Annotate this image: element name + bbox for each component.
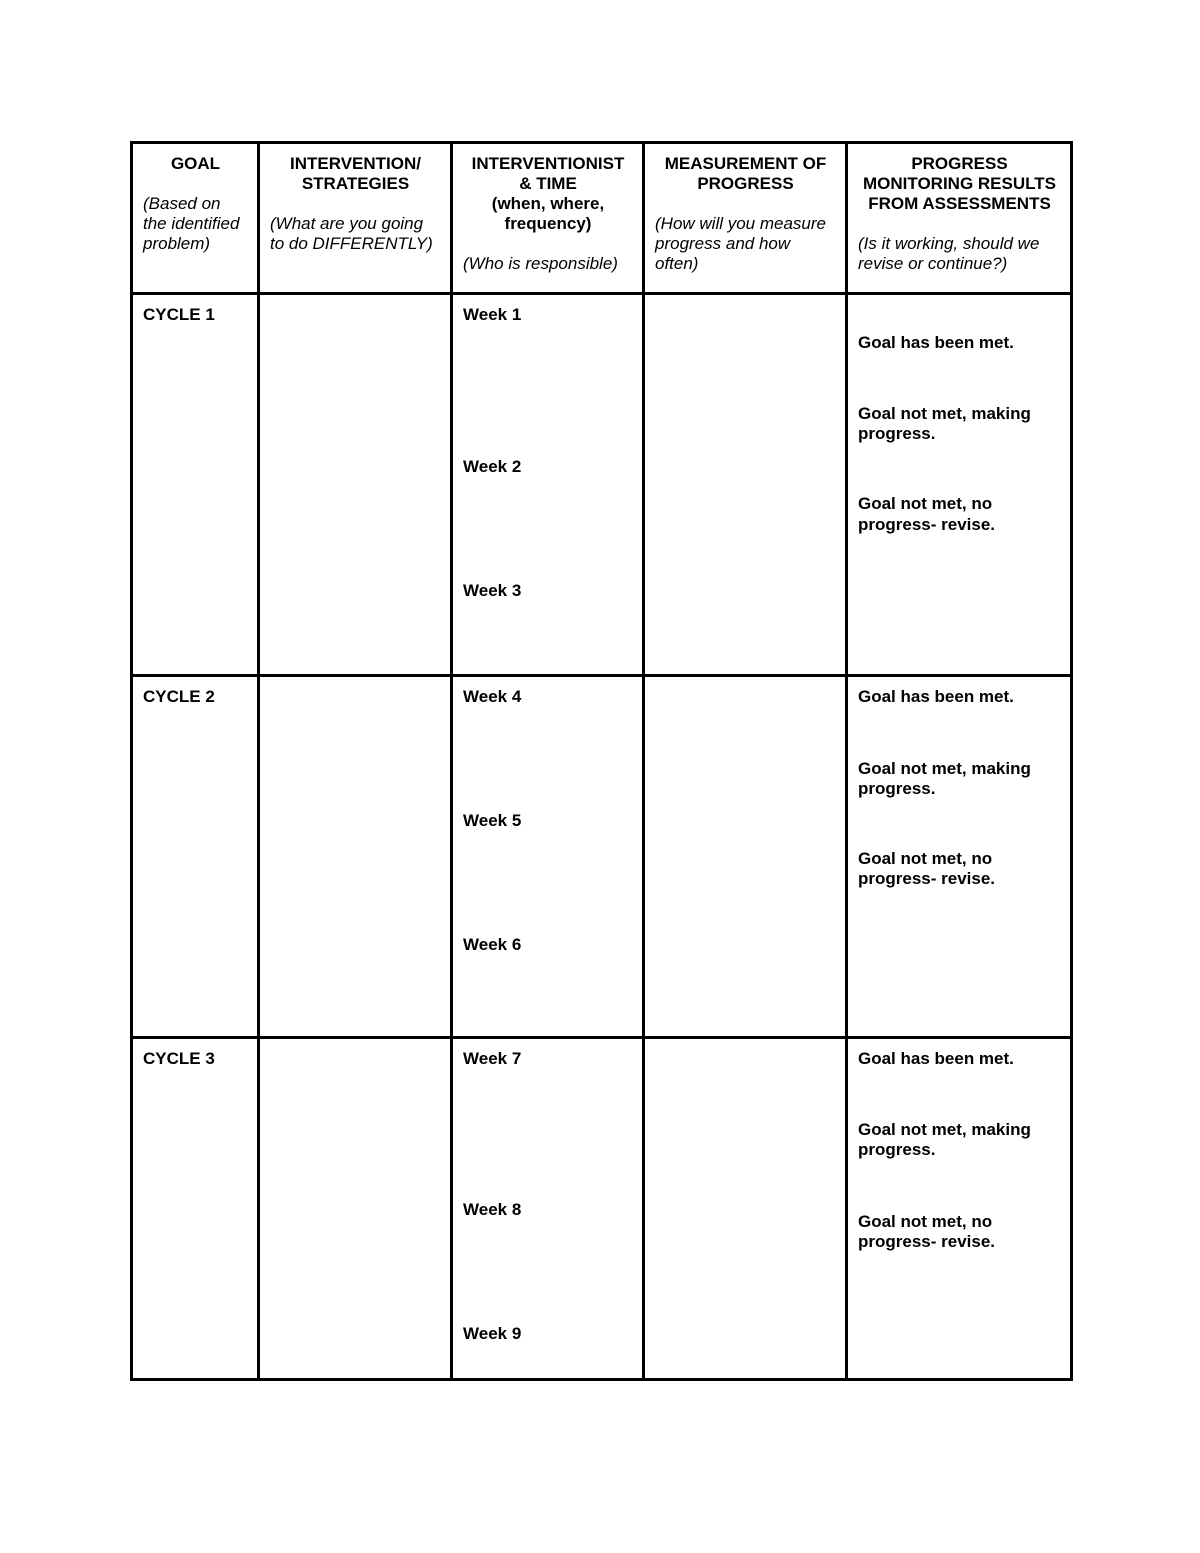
progress-header-note-2: revise or continue?)	[858, 254, 1008, 273]
cycle-row-2	[132, 676, 1072, 1038]
measurement-header-note-2: progress and how	[655, 234, 791, 253]
week-label: Week 5	[463, 811, 522, 830]
result-making-progress-2: progress.	[858, 1140, 936, 1159]
intervention-input-cell[interactable]	[259, 294, 452, 676]
intervention-input-cell[interactable]	[259, 1038, 452, 1380]
week-label: Week 1	[463, 305, 522, 324]
result-goal-met: Goal has been met.	[858, 1049, 1014, 1068]
intervention-header-title-1: INTERVENTION/	[290, 154, 421, 173]
week-label: Week 7	[463, 1049, 522, 1068]
header-row	[132, 143, 1072, 294]
goal-header-note-1: (Based on	[143, 194, 221, 213]
goal-header-cell	[132, 143, 259, 294]
goal-header-note-3: problem)	[143, 234, 211, 253]
result-making-progress-1: Goal not met, making	[858, 404, 1031, 423]
measurement-header-cell	[644, 143, 847, 294]
result-goal-met: Goal has been met.	[858, 333, 1014, 352]
cycle-label: CYCLE 1	[143, 305, 215, 324]
result-making-progress-1: Goal not met, making	[858, 759, 1031, 778]
result-making-progress-2: progress.	[858, 779, 936, 798]
result-no-progress-2: progress- revise.	[858, 515, 996, 534]
cycle-label: CYCLE 3	[143, 1049, 215, 1068]
interventionist-header-title-1: INTERVENTIONIST	[471, 154, 625, 173]
goal-header-note-2: the identified	[143, 214, 240, 233]
result-no-progress-1: Goal not met, no	[858, 494, 993, 513]
progress-header-note-1: (Is it working, should we	[858, 234, 1040, 253]
intervention-header-note-2: to do DIFFERENTLY)	[270, 234, 433, 253]
result-no-progress-1: Goal not met, no	[858, 1212, 993, 1231]
measurement-input-cell[interactable]	[644, 1038, 847, 1380]
result-no-progress-2: progress- revise.	[858, 1232, 996, 1251]
weeks-cell[interactable]	[452, 1038, 644, 1380]
week-label: Week 3	[463, 581, 522, 600]
result-no-progress-1: Goal not met, no	[858, 849, 993, 868]
measurement-input-cell[interactable]	[644, 294, 847, 676]
week-label: Week 6	[463, 935, 522, 954]
interventionist-header-note: (Who is responsible)	[463, 254, 618, 273]
week-label: Week 8	[463, 1200, 522, 1219]
week-label: Week 2	[463, 457, 522, 476]
progress-header-cell	[847, 143, 1072, 294]
cycle-label-cell	[132, 676, 259, 1038]
results-cell[interactable]	[847, 676, 1072, 1038]
results-cell[interactable]	[847, 1038, 1072, 1380]
result-making-progress-2: progress.	[858, 424, 936, 443]
intervention-header-cell	[259, 143, 452, 294]
cycle-label: CYCLE 2	[143, 687, 215, 706]
result-goal-met: Goal has been met.	[858, 687, 1014, 706]
measurement-header-note-1: (How will you measure	[655, 214, 826, 233]
cycle-row-1	[132, 294, 1072, 676]
week-label: Week 9	[463, 1324, 522, 1343]
weeks-cell[interactable]	[452, 294, 644, 676]
progress-header-title-3: FROM ASSESSMENTS	[868, 194, 1051, 213]
cycle-label-cell	[132, 1038, 259, 1380]
measurement-header-title-2: PROGRESS	[697, 174, 794, 193]
result-no-progress-2: progress- revise.	[858, 869, 996, 888]
intervention-header-note-1: (What are you going	[270, 214, 424, 233]
progress-header-title-2: MONITORING RESULTS	[863, 174, 1056, 193]
goal-header-title: GOAL	[170, 154, 221, 173]
cycle-label-cell	[132, 294, 259, 676]
interventionist-header-cell	[452, 143, 644, 294]
interventionist-header-title-2: & TIME	[519, 174, 577, 193]
interventionist-header-sub-2: frequency)	[504, 214, 592, 233]
measurement-header-note-3: often)	[655, 254, 699, 273]
intervention-input-cell[interactable]	[259, 676, 452, 1038]
results-cell[interactable]	[847, 294, 1072, 676]
measurement-input-cell[interactable]	[644, 676, 847, 1038]
result-making-progress-1: Goal not met, making	[858, 1120, 1031, 1139]
intervention-header-title-2: STRATEGIES	[301, 174, 410, 193]
intervention-plan-table	[130, 141, 1073, 1381]
weeks-cell[interactable]	[452, 676, 644, 1038]
cycle-row-3	[132, 1038, 1072, 1380]
week-label: Week 4	[463, 687, 522, 706]
progress-header-title-1: PROGRESS	[911, 154, 1008, 173]
measurement-header-title-1: MEASUREMENT OF	[664, 154, 827, 173]
interventionist-header-sub-1: (when, where,	[491, 194, 605, 213]
